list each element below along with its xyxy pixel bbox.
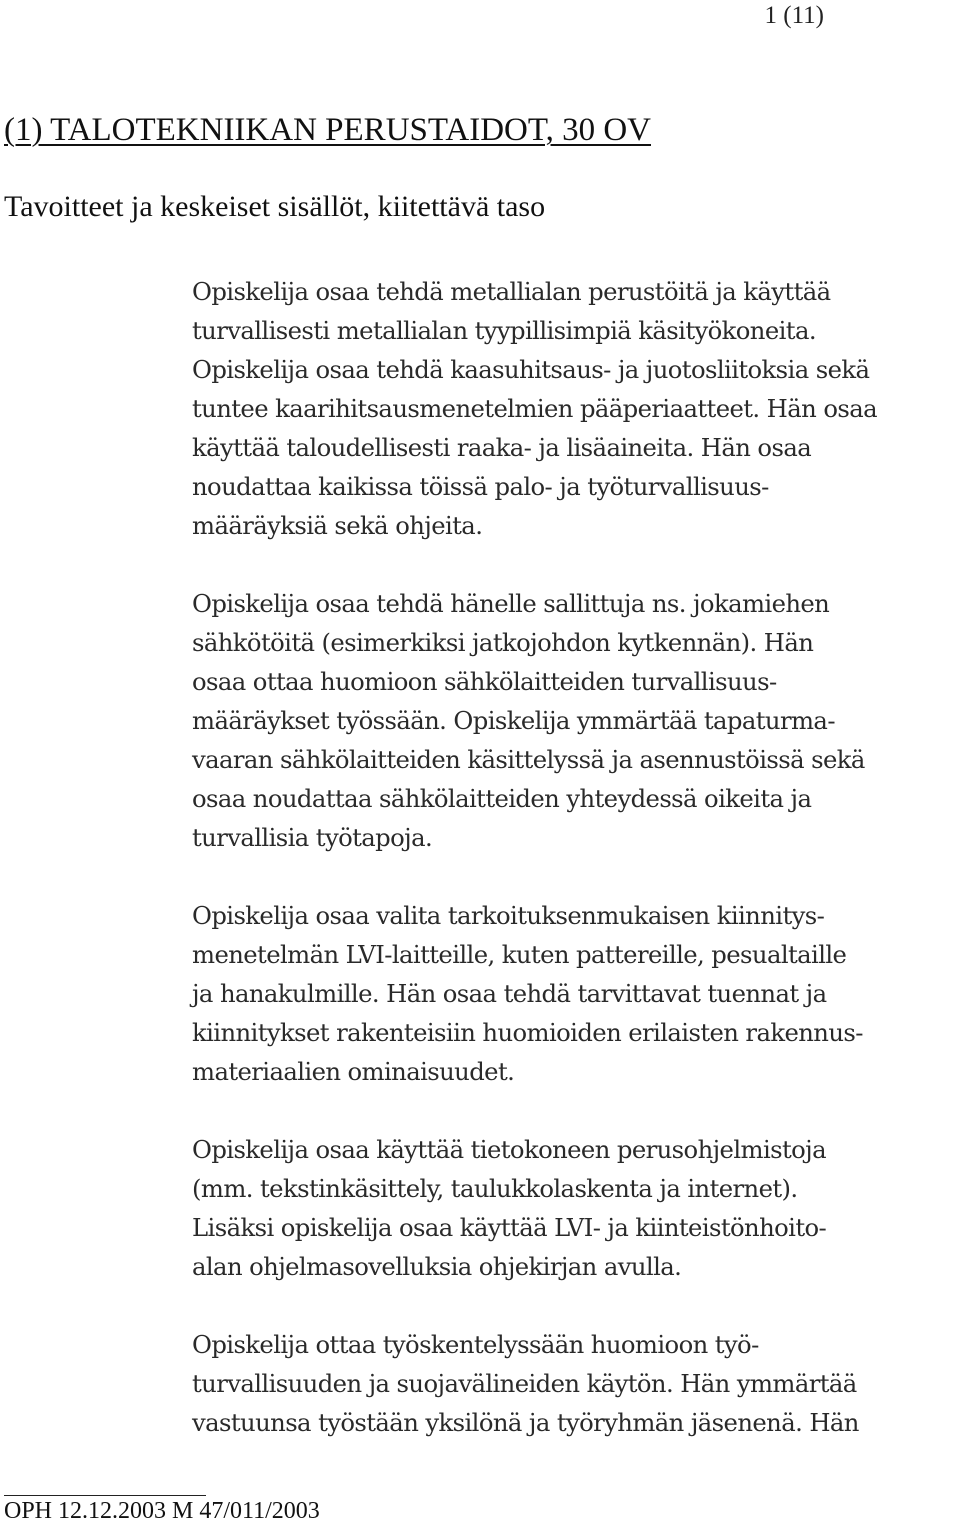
text-line: sähkötöitä (esimerkiksi jatkojohdon kytkennän). Hän	[192, 628, 814, 657]
paragraph-metal-work	[192, 272, 952, 545]
text-line: menetelmän LVI-laitteille, kuten pattereille, pesualtaille	[192, 940, 847, 969]
text-line: käyttää taloudellisesti raaka- ja lisäaineita. Hän osaa	[192, 433, 812, 462]
text-line: materiaalien ominaisuudet.	[192, 1057, 515, 1086]
text-line: ja hanakulmille. Hän osaa tehdä tarvittavat tuennat ja	[192, 979, 827, 1008]
body-content	[192, 272, 952, 1442]
text-line: osaa ottaa huomioon sähkölaitteiden turvallisuus-	[192, 667, 777, 696]
text-line: vastuunsa työstään yksilönä ja työryhmän jäsenenä. Hän	[192, 1408, 859, 1437]
text-line: vaaran sähkölaitteiden käsittelyssä ja asennustöissä sekä	[192, 745, 865, 774]
footer-divider	[4, 1495, 206, 1496]
text-line: noudattaa kaikissa töissä palo- ja työturvallisuus-	[192, 472, 769, 501]
text-line: turvallisuuden ja suojavälineiden käytön. Hän ymmärtää	[192, 1369, 857, 1398]
text-line: Opiskelija osaa tehdä hänelle sallittuja ns. jokamiehen	[192, 589, 830, 618]
text-line: turvallisesti metallialan tyypillisimpiä käsityökoneita.	[192, 316, 816, 345]
text-line: Lisäksi opiskelija osaa käyttää LVI- ja kiinteistönhoito-	[192, 1213, 827, 1242]
paragraph-fastening-methods	[192, 896, 952, 1091]
text-line: turvallisia työtapoja.	[192, 823, 433, 852]
section-heading: (1) TALOTEKNIIKAN PERUSTAIDOT, 30 OV	[4, 112, 651, 148]
footer-reference: OPH 12.12.2003 M 47/011/2003	[4, 1498, 320, 1524]
text-line: alan ohjelmasovelluksia ohjekirjan avulla.	[192, 1252, 682, 1281]
paragraph-electrical-work	[192, 584, 952, 857]
paragraph-computer-skills	[192, 1130, 952, 1286]
section-subheading: Tavoitteet ja keskeiset sisällöt, kiitettävä taso	[4, 190, 546, 223]
text-line: Opiskelija osaa valita tarkoituksenmukaisen kiinnitys-	[192, 901, 825, 930]
page-number: 1 (11)	[764, 2, 824, 29]
text-line: määräykset työssään. Opiskelija ymmärtää tapaturma-	[192, 706, 835, 735]
text-line: Opiskelija osaa tehdä metallialan perustöitä ja käyttää	[192, 277, 831, 306]
text-line: Opiskelija osaa tehdä kaasuhitsaus- ja juotosliitoksia sekä	[192, 355, 870, 384]
text-line: tuntee kaarihitsausmenetelmien pääperiaatteet. Hän osaa	[192, 394, 877, 423]
paragraph-occupational-safety	[192, 1325, 952, 1442]
text-line: Opiskelija ottaa työskentelyssään huomioon työ-	[192, 1330, 759, 1359]
text-line: Opiskelija osaa käyttää tietokoneen perusohjelmistoja	[192, 1135, 826, 1164]
text-line: määräyksiä sekä ohjeita.	[192, 511, 483, 540]
text-line: kiinnitykset rakenteisiin huomioiden erilaisten rakennus-	[192, 1018, 863, 1047]
text-line: (mm. tekstinkäsittely, taulukkolaskenta ja internet).	[192, 1174, 798, 1203]
text-line: osaa noudattaa sähkölaitteiden yhteydessä oikeita ja	[192, 784, 812, 813]
